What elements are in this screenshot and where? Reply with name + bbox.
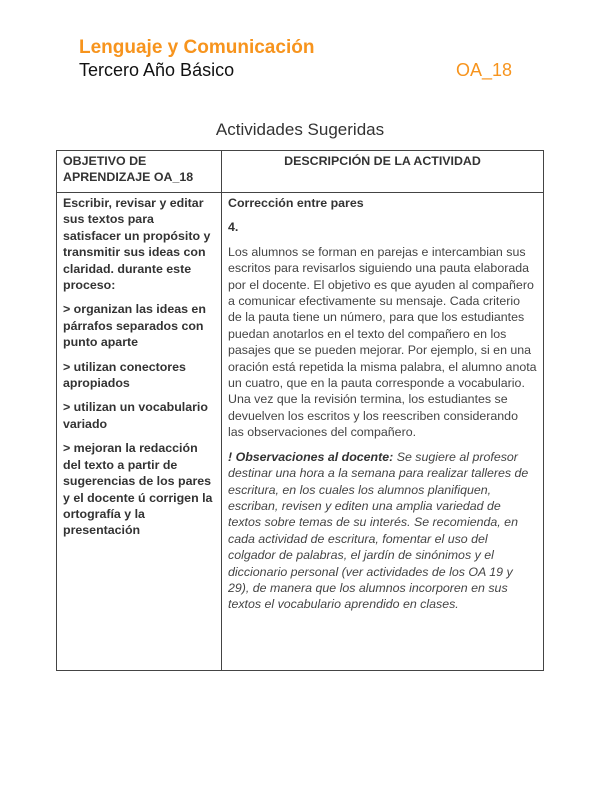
observations-label: ! Observaciones al docente: (228, 449, 394, 464)
objective-code: OA_18 (456, 60, 513, 80)
activities-table (56, 150, 544, 671)
objective-text: Escribir, revisar y editar sus textos para satisfacer un propósito y transmitir sus ideas con claridad. durante este proceso: (63, 196, 211, 293)
objective-header: OBJETIVO DE APRENDIZAJE OA_18 (57, 151, 222, 193)
activity-number: 4. (228, 220, 239, 235)
activity-text: Los alumnos se forman en parejas e intercambian sus escritos para revisarlos siguiendo una pauta elaborada por el docente. El objetivo es que ayuden al compañero a comunicar efectivamente su mensaje. Cada criterio de la pauta tiene un número, para que los estudiantes puedan anotarlos en el texto del compañero en los pasajes que se pueden mejorar. Por ejemplo, si en una oración está repetida la misma palabra, el alumno anota un cuatro, que en la pauta corresponde a vocabulario. Una vez que la revisión termina, los estudiantes se devuelven los escritos y los reescriben considerando las observaciones del compañero. (228, 244, 537, 440)
section-title: Actividades Sugeridas (215, 120, 385, 139)
description-cell (222, 193, 544, 671)
objective-item: > utilizan conectores apropiados (63, 359, 186, 391)
objective-item: > utilizan un vocabulario variado (63, 400, 208, 431)
table-row (57, 193, 544, 671)
objective-item: > mejoran la redacción del texto a partir de sugerencias de los pares y el docente ú corrigen la ortografía y la presentación (63, 441, 213, 538)
subject-title: Lenguaje y Comunicación (79, 37, 315, 58)
objective-cell (57, 193, 222, 671)
observations-text: Se sugiere al profesor destinar una hora a la semana para realizar talleres de escritura, en los cuales los alumnos planifiquen, escriban, revisen y editen una amplia variedad de textos sobre temas de su interés. Se recomienda, en cada actividad de escritura, fomentar el uso del colgador de palabras, el jardín de sinónimos y el diccionario personal (ver actividades de los OA 19 y 29), de manera que los alumnos incorporen en sus textos el vocabulario aprendido en clases. (228, 449, 529, 612)
table-header-row (57, 151, 544, 193)
objective-item: > organizan las ideas en párrafos separados con punto aparte (63, 302, 206, 350)
teacher-observations (228, 449, 537, 613)
activity-title: Corrección entre pares (228, 196, 364, 210)
grade-title: Tercero Año Básico (79, 60, 235, 80)
description-header: DESCRIPCIÓN DE LA ACTIVIDAD (222, 151, 544, 193)
